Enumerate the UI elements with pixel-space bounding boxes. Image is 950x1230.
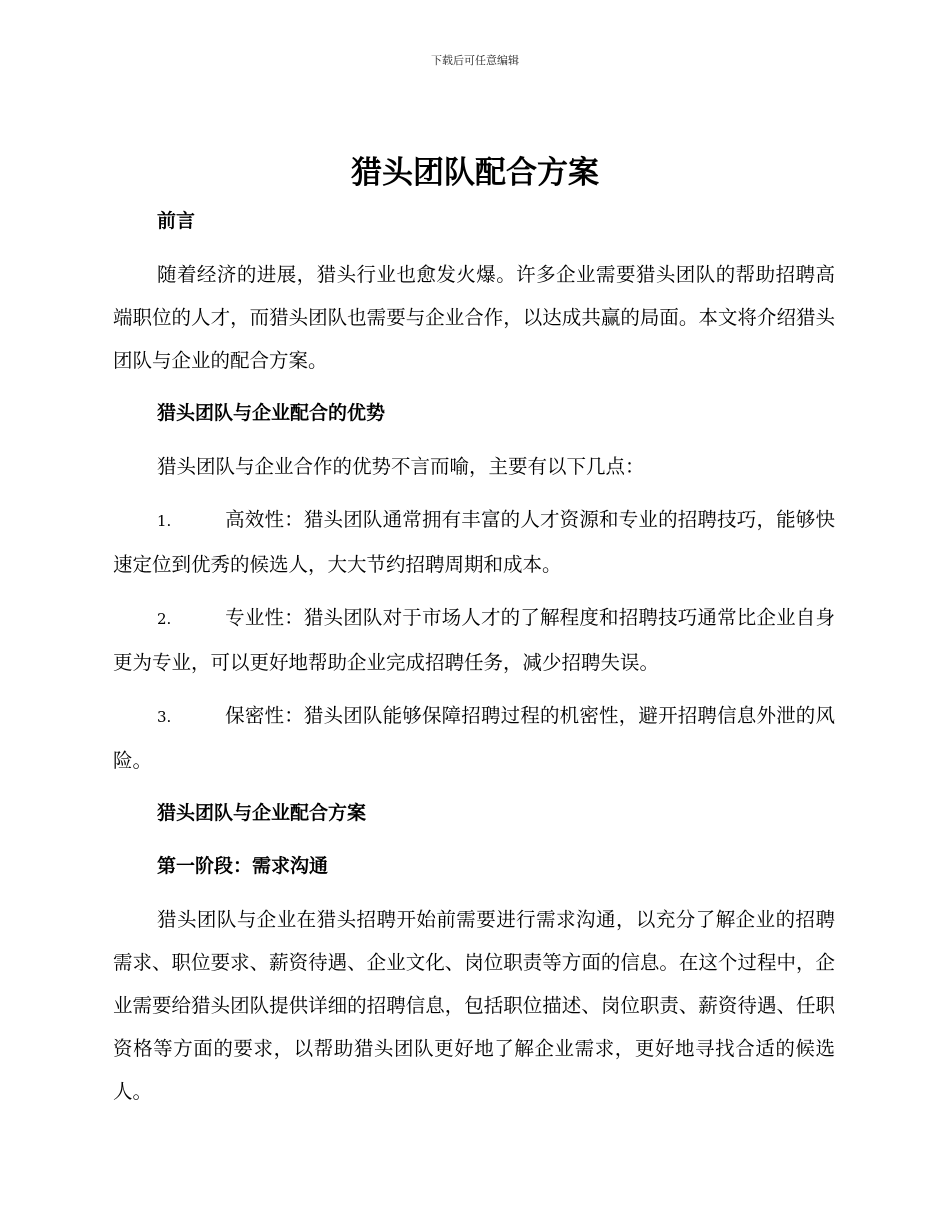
- list-item: [113, 694, 835, 782]
- section-heading-plan: 猎头团队与企业配合方案: [157, 802, 367, 824]
- list-item-number: 3.: [157, 708, 172, 726]
- list-item-text: 专业性：猎头团队对于市场人才的了解程度和招聘技巧通常比企业自身更为专业，可以更好地帮助企业完成招聘任务，减少招聘失误。: [113, 606, 835, 674]
- document-title: 猎头团队配合方案: [351, 155, 599, 191]
- list-item-number: 1.: [157, 512, 172, 530]
- document-body: [113, 200, 835, 1123]
- list-item-text: 保密性：猎头团队能够保障招聘过程的机密性，避开招聘信息外泄的风险。: [113, 704, 835, 772]
- advantages-intro: 猎头团队与企业合作的优势不言而喻，主要有以下几点：: [157, 455, 645, 478]
- page-header-note: 下载后可任意编辑: [431, 54, 519, 67]
- list-item-text: 高效性：猎头团队通常拥有丰富的人才资源和专业的招聘技巧，能够快速定位到优秀的候选人，大大节约招聘周期和成本。: [113, 508, 835, 576]
- preface-paragraph: 随着经济的进展，猎头行业也愈发火爆。许多企业需要猎头团队的帮助招聘高端职位的人才，而猎头团队也需要与企业合作，以达成共赢的局面。本文将介绍猎头团队与企业的配合方案。: [113, 263, 835, 372]
- subsection-heading-stage-1: 第一阶段：需求沟通: [157, 855, 329, 877]
- list-item: [113, 596, 835, 684]
- list-item-number: 2.: [157, 610, 172, 628]
- list-item: [113, 498, 835, 586]
- section-heading-advantages: 猎头团队与企业配合的优势: [157, 402, 386, 424]
- stage-1-paragraph: 猎头团队与企业在猎头招聘开始前需要进行需求沟通，以充分了解企业的招聘需求、职位要求、薪资待遇、企业文化、岗位职责等方面的信息。在这个过程中，企业需要给猎头团队提供详细的招聘信息，包括职位描述、岗位职责、薪资待遇、任职资格等方面的要求，以帮助猎头团队更好地了解企业需求，更好地寻找合适的候选人。: [113, 908, 835, 1103]
- section-heading-preface: 前言: [157, 210, 196, 232]
